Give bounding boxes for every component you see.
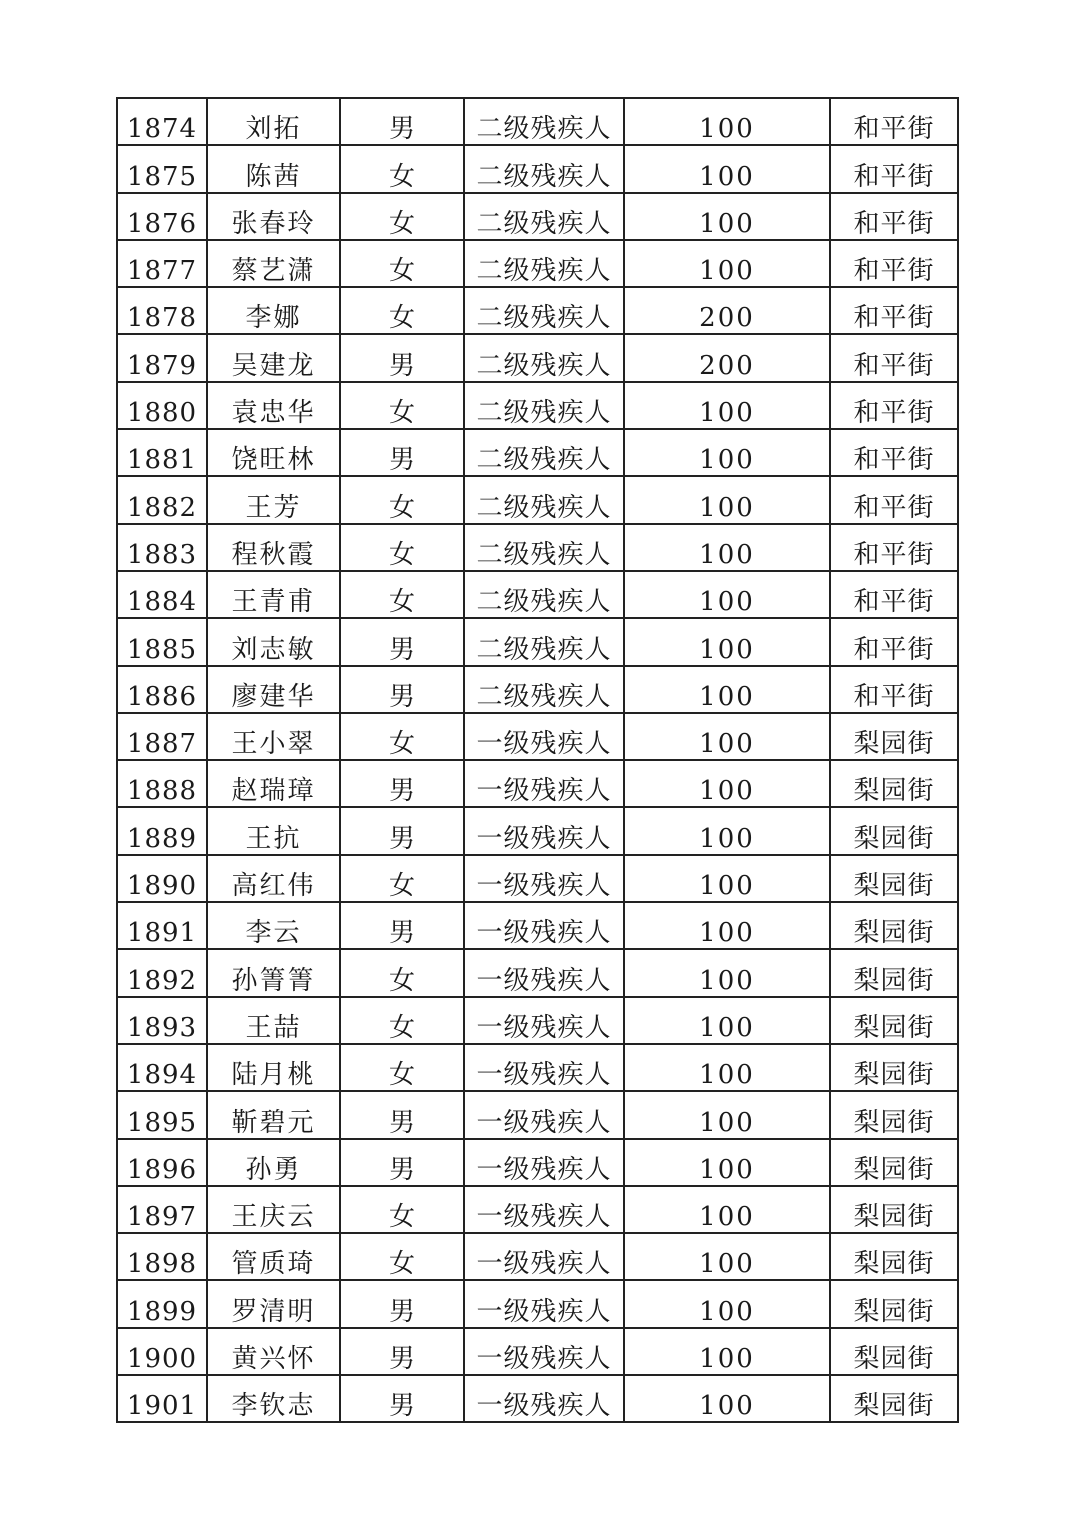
street-cell: 梨园街 [830,949,958,996]
serial-number-cell: 1896 [117,1139,207,1186]
amount-cell: 100 [624,807,830,854]
amount-cell: 100 [624,666,830,713]
disability-level-cell: 一级残疾人 [464,1328,624,1375]
amount-cell: 100 [624,1233,830,1280]
table-row [117,949,958,996]
amount-cell: 100 [624,855,830,902]
amount-cell: 100 [624,1044,830,1091]
amount-cell: 100 [624,145,830,192]
street-cell: 梨园街 [830,1139,958,1186]
name-cell: 陈茜 [207,145,340,192]
serial-number-cell: 1878 [117,287,207,334]
amount-cell: 100 [624,997,830,1044]
serial-number-cell: 1890 [117,855,207,902]
disability-level-cell: 二级残疾人 [464,571,624,618]
name-cell: 饶旺林 [207,429,340,476]
street-cell: 梨园街 [830,1186,958,1233]
table-row [117,855,958,902]
serial-number-cell: 1895 [117,1091,207,1138]
serial-number-cell: 1879 [117,334,207,381]
name-cell: 王芳 [207,476,340,523]
serial-number-cell: 1898 [117,1233,207,1280]
amount-cell: 100 [624,1139,830,1186]
table-row [117,334,958,381]
amount-cell: 100 [624,571,830,618]
street-cell: 梨园街 [830,997,958,1044]
serial-number-cell: 1885 [117,618,207,665]
sex-cell: 男 [340,807,464,854]
disability-level-cell: 一级残疾人 [464,1044,624,1091]
sex-cell: 男 [340,618,464,665]
table-row [117,1328,958,1375]
street-cell: 和平街 [830,429,958,476]
name-cell: 王小翠 [207,713,340,760]
sex-cell: 男 [340,1280,464,1327]
name-cell: 孙箐箐 [207,949,340,996]
sex-cell: 男 [340,1328,464,1375]
amount-cell: 100 [624,240,830,287]
street-cell: 梨园街 [830,1280,958,1327]
table-row [117,193,958,240]
serial-number-cell: 1880 [117,382,207,429]
sex-cell: 男 [340,334,464,381]
serial-number-cell: 1884 [117,571,207,618]
table-row [117,287,958,334]
serial-number-cell: 1877 [117,240,207,287]
roster-body [117,98,958,1422]
table-row [117,382,958,429]
name-cell: 袁忠华 [207,382,340,429]
serial-number-cell: 1886 [117,666,207,713]
sex-cell: 男 [340,1091,464,1138]
serial-number-cell: 1876 [117,193,207,240]
table-row [117,1091,958,1138]
serial-number-cell: 1901 [117,1375,207,1422]
sex-cell: 男 [340,1139,464,1186]
sex-cell: 女 [340,571,464,618]
serial-number-cell: 1897 [117,1186,207,1233]
disability-level-cell: 一级残疾人 [464,760,624,807]
sex-cell: 女 [340,1233,464,1280]
name-cell: 李云 [207,902,340,949]
disability-level-cell: 二级残疾人 [464,334,624,381]
table-row [117,1139,958,1186]
serial-number-cell: 1881 [117,429,207,476]
street-cell: 梨园街 [830,1375,958,1422]
serial-number-cell: 1883 [117,524,207,571]
amount-cell: 100 [624,429,830,476]
table-row [117,713,958,760]
disability-level-cell: 二级残疾人 [464,429,624,476]
amount-cell: 100 [624,382,830,429]
sex-cell: 女 [340,1186,464,1233]
serial-number-cell: 1894 [117,1044,207,1091]
street-cell: 和平街 [830,193,958,240]
serial-number-cell: 1891 [117,902,207,949]
name-cell: 张春玲 [207,193,340,240]
name-cell: 王青甫 [207,571,340,618]
disability-level-cell: 二级残疾人 [464,524,624,571]
disability-level-cell: 二级残疾人 [464,287,624,334]
serial-number-cell: 1874 [117,98,207,145]
disability-level-cell: 一级残疾人 [464,949,624,996]
amount-cell: 100 [624,1280,830,1327]
disability-level-cell: 二级残疾人 [464,145,624,192]
amount-cell: 100 [624,902,830,949]
street-cell: 和平街 [830,476,958,523]
name-cell: 刘拓 [207,98,340,145]
serial-number-cell: 1899 [117,1280,207,1327]
disability-level-cell: 一级残疾人 [464,1280,624,1327]
table-row [117,98,958,145]
street-cell: 梨园街 [830,713,958,760]
street-cell: 和平街 [830,98,958,145]
roster-table [116,97,959,1423]
sex-cell: 男 [340,98,464,145]
table-row [117,618,958,665]
disability-level-cell: 一级残疾人 [464,855,624,902]
sex-cell: 女 [340,287,464,334]
table-row [117,240,958,287]
table-row [117,666,958,713]
name-cell: 黄兴怀 [207,1328,340,1375]
sex-cell: 男 [340,1375,464,1422]
name-cell: 程秋霞 [207,524,340,571]
sex-cell: 女 [340,855,464,902]
serial-number-cell: 1882 [117,476,207,523]
amount-cell: 100 [624,1186,830,1233]
amount-cell: 100 [624,98,830,145]
disability-level-cell: 一级残疾人 [464,1233,624,1280]
table-row [117,1375,958,1422]
table-row [117,1280,958,1327]
street-cell: 和平街 [830,618,958,665]
disability-level-cell: 一级残疾人 [464,807,624,854]
amount-cell: 100 [624,476,830,523]
name-cell: 廖建华 [207,666,340,713]
disability-level-cell: 一级残疾人 [464,1091,624,1138]
street-cell: 梨园街 [830,1233,958,1280]
sex-cell: 女 [340,524,464,571]
disability-level-cell: 二级残疾人 [464,240,624,287]
street-cell: 和平街 [830,287,958,334]
name-cell: 李钦志 [207,1375,340,1422]
sex-cell: 女 [340,382,464,429]
amount-cell: 100 [624,524,830,571]
name-cell: 赵瑞璋 [207,760,340,807]
street-cell: 梨园街 [830,902,958,949]
street-cell: 和平街 [830,334,958,381]
sex-cell: 男 [340,760,464,807]
serial-number-cell: 1893 [117,997,207,1044]
street-cell: 梨园街 [830,855,958,902]
street-cell: 梨园街 [830,1044,958,1091]
street-cell: 和平街 [830,240,958,287]
name-cell: 孙勇 [207,1139,340,1186]
street-cell: 和平街 [830,145,958,192]
sex-cell: 女 [340,1044,464,1091]
street-cell: 和平街 [830,382,958,429]
serial-number-cell: 1888 [117,760,207,807]
sex-cell: 女 [340,949,464,996]
amount-cell: 100 [624,1091,830,1138]
sex-cell: 男 [340,902,464,949]
sex-cell: 女 [340,997,464,1044]
disability-level-cell: 二级残疾人 [464,98,624,145]
street-cell: 梨园街 [830,1328,958,1375]
amount-cell: 100 [624,1375,830,1422]
disability-level-cell: 二级残疾人 [464,382,624,429]
street-cell: 梨园街 [830,760,958,807]
table-row [117,902,958,949]
table-row [117,524,958,571]
name-cell: 李娜 [207,287,340,334]
table-row [117,1186,958,1233]
disability-level-cell: 一级残疾人 [464,1375,624,1422]
name-cell: 管质琦 [207,1233,340,1280]
sex-cell: 男 [340,666,464,713]
name-cell: 罗清明 [207,1280,340,1327]
disability-level-cell: 一级残疾人 [464,1139,624,1186]
amount-cell: 100 [624,949,830,996]
disability-level-cell: 二级残疾人 [464,476,624,523]
sex-cell: 女 [340,240,464,287]
disability-level-cell: 二级残疾人 [464,666,624,713]
name-cell: 王抗 [207,807,340,854]
name-cell: 靳碧元 [207,1091,340,1138]
serial-number-cell: 1887 [117,713,207,760]
serial-number-cell: 1889 [117,807,207,854]
table-row [117,429,958,476]
name-cell: 高红伟 [207,855,340,902]
sex-cell: 女 [340,713,464,760]
disability-level-cell: 一级残疾人 [464,997,624,1044]
street-cell: 和平街 [830,571,958,618]
name-cell: 刘志敏 [207,618,340,665]
amount-cell: 200 [624,334,830,381]
disability-level-cell: 一级残疾人 [464,902,624,949]
name-cell: 王喆 [207,997,340,1044]
table-row [117,997,958,1044]
table-row [117,807,958,854]
disability-level-cell: 二级残疾人 [464,193,624,240]
name-cell: 蔡艺潇 [207,240,340,287]
serial-number-cell: 1892 [117,949,207,996]
serial-number-cell: 1875 [117,145,207,192]
street-cell: 和平街 [830,666,958,713]
street-cell: 梨园街 [830,1091,958,1138]
disability-level-cell: 二级残疾人 [464,618,624,665]
table-row [117,145,958,192]
amount-cell: 100 [624,760,830,807]
amount-cell: 100 [624,193,830,240]
name-cell: 陆月桃 [207,1044,340,1091]
amount-cell: 100 [624,713,830,760]
amount-cell: 100 [624,1328,830,1375]
table-row [117,476,958,523]
sex-cell: 女 [340,476,464,523]
table-row [117,760,958,807]
street-cell: 梨园街 [830,807,958,854]
table-row [117,1044,958,1091]
amount-cell: 100 [624,618,830,665]
table-row [117,571,958,618]
disability-level-cell: 一级残疾人 [464,1186,624,1233]
sex-cell: 女 [340,145,464,192]
sex-cell: 女 [340,193,464,240]
table-row [117,1233,958,1280]
disability-level-cell: 一级残疾人 [464,713,624,760]
serial-number-cell: 1900 [117,1328,207,1375]
amount-cell: 200 [624,287,830,334]
sex-cell: 男 [340,429,464,476]
street-cell: 和平街 [830,524,958,571]
name-cell: 吴建龙 [207,334,340,381]
name-cell: 王庆云 [207,1186,340,1233]
